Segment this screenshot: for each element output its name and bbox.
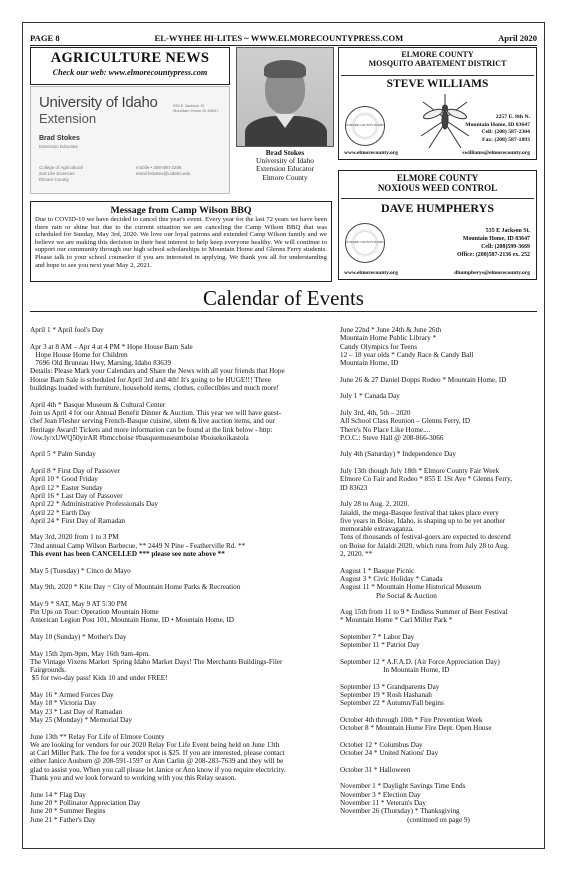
event-line: April 8 * First Day of Passover: [30, 467, 120, 476]
page-number: PAGE 8: [30, 33, 60, 43]
event-line: September 13 * Grandparents Day: [340, 682, 440, 691]
event-line: April 24 * First Day of Ramadan: [30, 516, 126, 525]
card-address: 535 E Jackson St Mountain Home ID 83647: [173, 103, 219, 113]
issue-date: April 2020: [498, 33, 537, 43]
event-line: Join us April 4 for our Annual Benefit Dinner & Auction. This year we will have guest-: [30, 408, 282, 417]
event-line: five years in Boise, Idaho, is shaping up to be yet another: [340, 516, 506, 525]
event-line: The Vintage Vixens Market Spring Idaho Market Days! The Merchants Buildings-Filer: [30, 657, 283, 666]
event-line: $5 for two-day pass! Kids 10 and under FREE!: [30, 674, 168, 683]
message-body: Due to COVID-19 we have decided to cancel this year's event. Every year for the last 72 years we have been there rain or shine but due to the current situation we are canceling the Camp Wilson BBQ that was scheduled for Sunday, May 3rd, 2020. We love our loyal patrons and extended Camp Wilson family and we believe we are making this decision in their best interest to help keep everyone healthy. We will continue to support our community through our high school scholarships to Mountain Home and Glenns Ferry students. Please talk to your school counselor if you are interested in applying. We thank you all for understanding and hope to see you next year May 2, 2021.: [35, 216, 327, 269]
card-name: Brad Stokes: [39, 135, 80, 142]
event-line: There's No Place Like Home....: [340, 425, 431, 434]
event-line: Fairgrounds.: [30, 666, 67, 675]
event-line: May 25 (Monday) * Memorial Day: [30, 715, 133, 724]
event-line: chef Jean Flesher serving French-Basque cuisine, silent & live auction items, and our: [30, 417, 276, 426]
extension-logo: Extension: [39, 111, 97, 126]
weed-org-name: ELMORE COUNTY NOXIOUS WEED CONTROL: [377, 173, 498, 193]
event-line: All School Class Reunion – Glenns Ferry, ID: [340, 417, 471, 426]
mosquito-abatement-ad: ELMORE COUNTY MOSQUITO ABATEMENT DISTRICT STEVE WILLIAMS ELMORE COUNTY IDAHO 2257 E. 8th N. Mountain Home, ID 83647 Cell: (208) 587-2304 Fax: (208) 587-1893 www.elmorecounty.org swilliams@elmorecounty.org: [338, 47, 537, 160]
mosquito-icon: [419, 92, 471, 150]
event-line: June 22nd * June 24th & June 26th: [340, 326, 442, 334]
event-line: Pin Ups on Tour: Operation Mountain Home: [30, 608, 159, 617]
calendar-event: [340, 683, 537, 708]
event-line: May 16 * Armed Forces Day: [30, 691, 114, 700]
event-line: April 10 * Good Friday: [30, 475, 98, 484]
event-line: buildings loaded with furniture, household items, clothes, collectibles and much more!: [30, 384, 279, 393]
event-line: October 12 * Columbus Day: [340, 740, 423, 749]
event-line: October 8 * Mountain Home Fire Dept. Open House: [340, 724, 492, 733]
event-line: June 20 * Summer Begins: [30, 807, 106, 816]
camp-wilson-message: [30, 201, 332, 282]
event-line: April 22 * Administrative Professionals Day: [30, 500, 158, 509]
event-line: Apr 3 at 8 AM – Apr 4 at 4 PM * Hope House Barn Sale: [30, 342, 193, 351]
event-line: at Carl Miller Park. The fee for a vendor spot is $25. If you are interested, please contact: [30, 749, 285, 758]
event-line: 7696 Old Bruneau Hwy, Marsing, Idaho 83639: [30, 359, 172, 368]
event-line: August 11 * Mountain Home Historical Museum: [340, 583, 482, 592]
event-line: May 15th 2pm-9pm, May 16th 9am-4pm.: [30, 649, 150, 658]
portrait-photo: [236, 47, 334, 147]
event-line: April 4th * Basque Museum & Cultural Center: [30, 400, 166, 409]
calendar-event: [30, 633, 334, 641]
message-title: Message from Camp Wilson BBQ: [110, 205, 252, 216]
calendar-event: [30, 691, 334, 724]
calendar-event: [340, 467, 537, 492]
event-line: American Legion Post 101, Mountain Home, ID • Mountain Home, ID: [30, 616, 234, 625]
event-line: May 9th, 2020 * Kite Day ~ City of Mountain Home Parks & Recreation: [30, 583, 241, 592]
event-line: August 3 * Civic Holiday * Canada: [340, 574, 443, 583]
university-logo: University of Idaho: [39, 94, 158, 111]
event-line: Thank you and we look forward to working with you this Relay season.: [30, 774, 237, 783]
card-contact: mobile • 208-580-2286 email bstokes@uidaho.edu: [136, 165, 191, 176]
calendar-event: [340, 376, 537, 384]
calendar-event: [340, 716, 537, 733]
calendar-event: [30, 326, 334, 334]
calendar-event: [340, 782, 537, 815]
calendar-event: [30, 401, 334, 442]
event-line: memorable extravaganza.: [340, 525, 414, 534]
event-line: Aug 15th from 11 to 9 * Endless Summer of Beer Festival: [340, 608, 508, 617]
event-line: April 12 * Easter Sunday: [30, 483, 103, 492]
agriculture-subtitle: Check our web: www.elmorecountypress.com: [52, 68, 208, 77]
mosquito-org-name: ELMORE COUNTY MOSQUITO ABATEMENT DISTRICT: [368, 50, 507, 68]
event-line: Tens of thousands of festival-goers are expected to descend: [340, 533, 511, 542]
event-line: October 31 * Halloween: [340, 765, 411, 774]
page-header: [30, 31, 537, 46]
event-line: August 1 * Basque Picnic: [340, 566, 415, 575]
event-line: Jaialdi, the mega-Basque festival that takes place every: [340, 508, 499, 517]
calendar-event: [30, 450, 334, 458]
event-line: July 1 * Canada Day: [340, 392, 400, 401]
event-line: * Mountain Home * Carl Miller Park *: [340, 616, 453, 625]
event-line: 12 – 18 year olds * Candy Race & Candy Ball: [340, 350, 474, 359]
calendar-event: [340, 326, 537, 367]
calendar-event: [340, 608, 537, 625]
event-line: April 5 * Palm Sunday: [30, 450, 96, 459]
event-line: We are looking for vendors for our 2020 Relay For Life Event being held on June 13th: [30, 740, 280, 749]
calendar-event: [340, 450, 537, 458]
event-line: Hope House Home for Children: [30, 350, 128, 359]
event-line: November 1 * Daylight Savings Time Ends: [340, 782, 466, 791]
calendar-left-column: [30, 326, 334, 832]
continued-note: (continued on page 9): [407, 815, 470, 824]
weed-email: dhumpherys@elmorecounty.org: [454, 270, 530, 276]
event-line: ID 83623: [340, 483, 368, 492]
event-line: April 1 * April fool's Day: [30, 326, 104, 334]
event-line: September 22 * Autumn/Fall begins: [340, 699, 444, 708]
calendar-title: Calendar of Events: [203, 286, 364, 310]
event-line: May 3rd, 2020 from 1 to 3 PM: [30, 533, 119, 542]
event-line: April 16 * Last Day of Passover: [30, 491, 123, 500]
event-line: June 20 * Pollinator Appreciation Day: [30, 798, 141, 807]
card-college: College of Agricultural and Life Sciences Elmore County: [39, 165, 83, 182]
event-line: July 13th though July 18th * Elmore County Fair Week: [340, 467, 500, 476]
calendar-event: [30, 567, 334, 575]
event-line: July 28 to Aug. 2, 2020.: [340, 500, 410, 509]
calendar-event: [340, 409, 537, 442]
photo-caption: Brad Stokes University of Idaho Extension Educator Elmore County: [255, 148, 315, 182]
calendar-event: [30, 343, 334, 393]
event-line: //ow.ly/xUWQ50yirAR #bmccboise #basquemuseumboise #boisekoikastola: [30, 433, 249, 442]
event-line: June 21 * Father's Day: [30, 815, 96, 824]
calendar-event: [340, 567, 537, 600]
event-line: September 12 * A.F.A.D. (Air Force Appreciation Day): [340, 657, 500, 666]
event-line: May 5 (Tuesday) * Cinco de Mayo: [30, 566, 131, 575]
event-line: P.O.C.: Steve Hall @ 208-866-3066: [340, 433, 444, 442]
event-line: September 19 * Rosh Hashanah: [340, 691, 432, 700]
event-line: April 22 * Earth Day: [30, 508, 91, 517]
mosquito-contact-name: STEVE WILLIAMS: [386, 78, 489, 90]
event-line: on Boise for Jaialdi 2020, which runs from July 28 to Aug.: [340, 541, 510, 550]
event-line: Details: Please Mark your Calendars and Share the News with all your friends that Hope: [30, 367, 285, 376]
calendar-right-column: [340, 326, 537, 824]
weed-website: www.elmorecounty.org: [344, 270, 398, 276]
event-line: June 26 & 27 Daniel Dopps Rodeo * Mountain Home, ID: [340, 375, 507, 384]
event-line: House Barn Sale is scheduled for April 3rd and 4th! It's going to be HUGE!!! Three: [30, 375, 271, 384]
event-line: glad to assist you. When you call please let Janice or Ann know if you require electricity.: [30, 765, 286, 774]
card-title: Extension Educator: [39, 144, 79, 149]
event-line: June 14 * Flag Day: [30, 790, 86, 799]
mosquito-email: swilliams@elmorecounty.org: [462, 150, 530, 156]
event-line: July 3rd, 4th, 5th – 2020: [340, 408, 411, 417]
university-business-card: [30, 86, 230, 194]
event-line: Mountain Home, ID: [340, 359, 399, 368]
calendar-event: [30, 533, 334, 558]
calendar-event: [340, 633, 537, 650]
event-line: September 7 * Labor Day: [340, 632, 415, 641]
calendar-event: [30, 600, 334, 625]
calendar-event: [30, 733, 334, 783]
divider: [30, 311, 537, 312]
event-line: In Mountain Home, ID: [340, 666, 450, 675]
event-line: Heritage Award! Tickets and more information can be found at the link below - http:: [30, 425, 273, 434]
weed-address: 535 E Jackson St. Mountain Home, ID 83647 Cell: (208)599-3669 Office: (208)587-2136 ex. 252: [457, 228, 530, 258]
weed-contact-name: DAVE HUMPHERYS: [380, 201, 495, 215]
event-line: November 11 * Veteran's Day: [340, 798, 426, 807]
agriculture-title: AGRICULTURE NEWS: [50, 50, 210, 66]
event-line: May 18 * Victoria Day: [30, 699, 97, 708]
event-line: October 24 * United Nations' Day: [340, 749, 439, 758]
event-line: June 13th ** Relay For Life of Elmore County: [30, 732, 165, 741]
calendar-event: [340, 741, 537, 758]
event-line: October 4th through 10th * Fire Prevention Week: [340, 715, 483, 724]
event-line: either Janice Ausburn @ 208-591-1597 or Ann Carlin @ 208-283-7639 and they will be: [30, 757, 284, 766]
mosquito-website: www.elmorecounty.org: [344, 150, 398, 156]
event-line: July 4th (Saturday) * Independence Day: [340, 450, 456, 459]
event-line: Elmore Co Fair and Rodeo * 855 E 1St Ave * Glenns Ferry,: [340, 475, 513, 484]
calendar-event: [30, 791, 334, 824]
calendar-event: [340, 658, 537, 675]
event-line: September 11 * Patriot Day: [340, 641, 420, 650]
calendar-event: [340, 392, 537, 400]
event-line: Pie Social & Auction: [340, 591, 437, 600]
event-line: 73nd annual Camp Wilson Barbecue, ** 2449 N Pine - Featherville Rd. **: [30, 541, 246, 550]
mosquito-address: 2257 E. 8th N. Mountain Home, ID 83647 Cell: (208) 587-2304 Fax: (208) 587-1893: [465, 114, 530, 143]
event-line: May 10 (Sunday) * Mother's Day: [30, 632, 127, 641]
event-line: Mountain Home Public Library *: [340, 334, 437, 343]
masthead: EL-WYHEE HI-LITES ~ WWW.ELMORECOUNTYPRESS.COM: [154, 33, 404, 43]
calendar-event: [30, 583, 334, 591]
event-line: May 23 * Last Day of Ramadan: [30, 707, 123, 716]
noxious-weed-ad: ELMORE COUNTY NOXIOUS WEED CONTROL DAVE HUMPHERYS ELMORE COUNTY IDAHO 535 E Jackson St. Mountain Home, ID 83647 Cell: (208)599-3669 Office: (208)587-2136 ex. 252 www.elmorecounty.org dhumpherys@elmorecounty.org: [338, 170, 537, 280]
event-line: November 26 (Thursday) * Thanksgiving: [340, 807, 460, 816]
calendar-event: [30, 650, 334, 683]
calendar-event: [30, 467, 334, 525]
event-line: 2, 2020. **: [340, 550, 373, 559]
calendar-event: [340, 500, 537, 558]
cancelled-note: This event has been CANCELLED *** please see note above **: [30, 550, 225, 559]
agriculture-news-banner: [30, 47, 230, 85]
event-line: November 3 * Election Day: [340, 790, 421, 799]
event-line: May 9 * SAT, May 9 AT 5:30 PM: [30, 599, 127, 608]
event-line: Candy Olympics for Teens: [340, 342, 418, 351]
calendar-event: [340, 766, 537, 774]
